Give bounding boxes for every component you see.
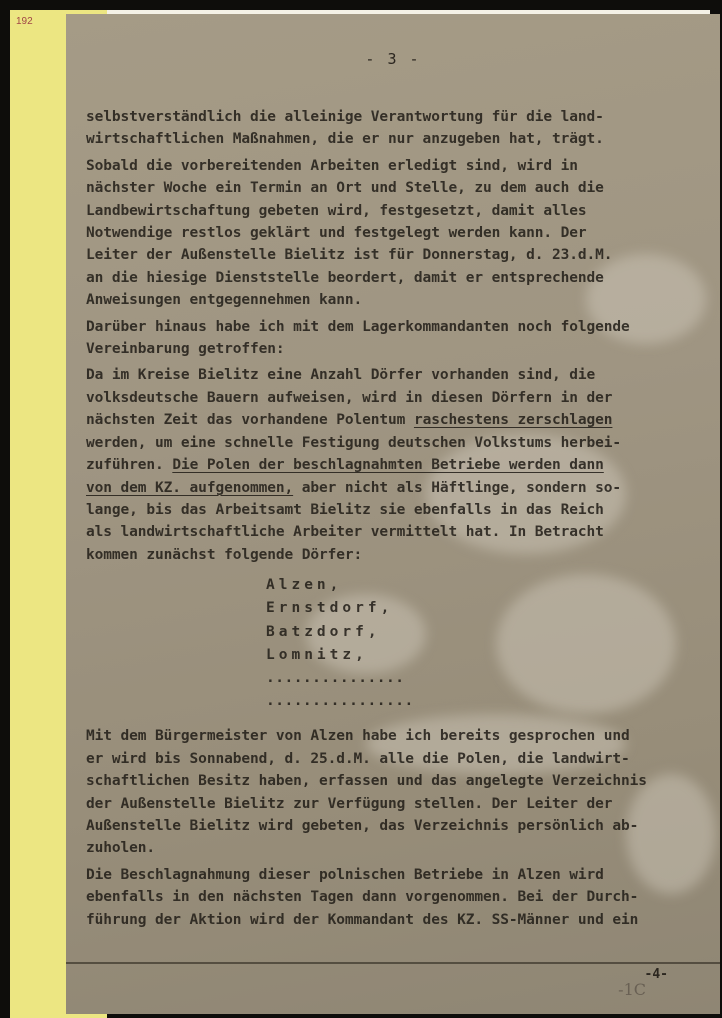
village-placeholder: ............... — [266, 669, 405, 686]
text-line — [86, 409, 686, 431]
text-line: Notwendige restlos geklärt und festgelegt werden kann. Der — [86, 225, 587, 242]
text-line: Vereinbarung getroffen: — [86, 341, 285, 358]
text-line: nächster Woche ein Termin an Ort und Stelle, zu dem auch die — [86, 180, 604, 197]
text-line — [86, 454, 686, 476]
text-line: selbstverständlich die alleinige Verantwortung für die land- — [86, 109, 604, 125]
text-line: Anweisungen entgegennehmen kann. — [86, 292, 363, 309]
text-line: kommen zunächst folgende Dörfer: — [86, 546, 363, 563]
typed-sheet — [66, 14, 720, 1014]
text-line: Da im Kreise Bielitz eine Anzahl Dörfer vorhanden sind, die — [86, 367, 596, 384]
text-line: werden, um eine schnelle Festigung deutschen Volkstums herbei- — [86, 434, 622, 451]
document-page — [10, 10, 710, 1006]
village-name: Ernstdorf, — [266, 600, 394, 617]
underlined-segment: Die Polen der beschlagnahmten Betriebe werden dann — [172, 457, 604, 474]
text-line — [86, 477, 686, 499]
village-name: Alzen, — [266, 577, 343, 594]
underlined-segment: raschestens zerschlagen — [413, 412, 613, 429]
text-line: der Außenstelle Bielitz zur Verfügung stellen. Der Leiter der — [86, 795, 613, 812]
text-line: als landwirtschaftliche Arbeiter vermittelt hat. In Betracht — [86, 524, 604, 541]
text-line: an die hiesige Dienststelle beordert, damit er entsprechende — [86, 269, 604, 286]
text-line: Leiter der Außenstelle Bielitz ist für Donnerstag, d. 23.d.M. — [86, 247, 613, 264]
text-line: Die Beschlagnahmung dieser polnischen Betriebe in Alzen wird — [86, 866, 604, 883]
handwritten-note: -1C — [618, 980, 646, 999]
text-line: ebenfalls in den nächsten Tagen dann vorgenommen. Bei der Durch- — [86, 889, 639, 906]
text-segment: aber nicht als Häftlinge, sondern so- — [293, 479, 622, 496]
text-line: wirtschaftlichen Maßnahmen, die er nur anzugeben hat, trägt. — [86, 131, 604, 148]
text-line: er wird bis Sonnabend, d. 25.d.M. alle die Polen, die landwirt- — [86, 750, 630, 767]
text-line: Landbewirtschaftung gebeten wird, festgesetzt, damit alles — [86, 202, 587, 219]
text-line: Außenstelle Bielitz wird gebeten, das Verzeichnis persönlich ab- — [86, 817, 639, 834]
text-line: Mit dem Bürgermeister von Alzen habe ich bereits gesprochen und — [86, 728, 630, 745]
text-line: Sobald die vorbereitenden Arbeiten erledigt sind, wird in — [86, 157, 578, 174]
village-name: Batzdorf, — [266, 623, 381, 640]
text-segment: nächsten Zeit das vorhandene Polentum — [86, 412, 414, 429]
village-name: Lomnitz, — [266, 646, 368, 663]
text-line: Darüber hinaus habe ich mit dem Lagerkommandanten noch folgende — [86, 318, 630, 335]
archive-number: 192 — [16, 16, 33, 27]
text-segment: zuführen. — [86, 457, 173, 474]
letter-body — [86, 106, 686, 931]
text-line: lange, bis das Arbeitsamt Bielitz sie ebenfalls in das Reich — [86, 501, 604, 518]
text-line: zuholen. — [86, 840, 156, 857]
next-page-marker: -4- — [644, 967, 668, 982]
text-line: schaftlichen Besitz haben, erfassen und das angelegte Verzeichnis — [86, 773, 647, 790]
text-line: führung der Aktion wird der Kommandant des KZ. SS-Männer und ein — [86, 911, 639, 928]
text-line: volksdeutsche Bauern aufweisen, wird in diesen Dörfern in der — [86, 389, 613, 406]
village-placeholder: ................ — [266, 693, 414, 710]
underlined-segment: von dem KZ. aufgenommen, — [86, 479, 294, 496]
page-number: - 3 - — [365, 50, 421, 68]
bottom-rule — [66, 962, 720, 964]
